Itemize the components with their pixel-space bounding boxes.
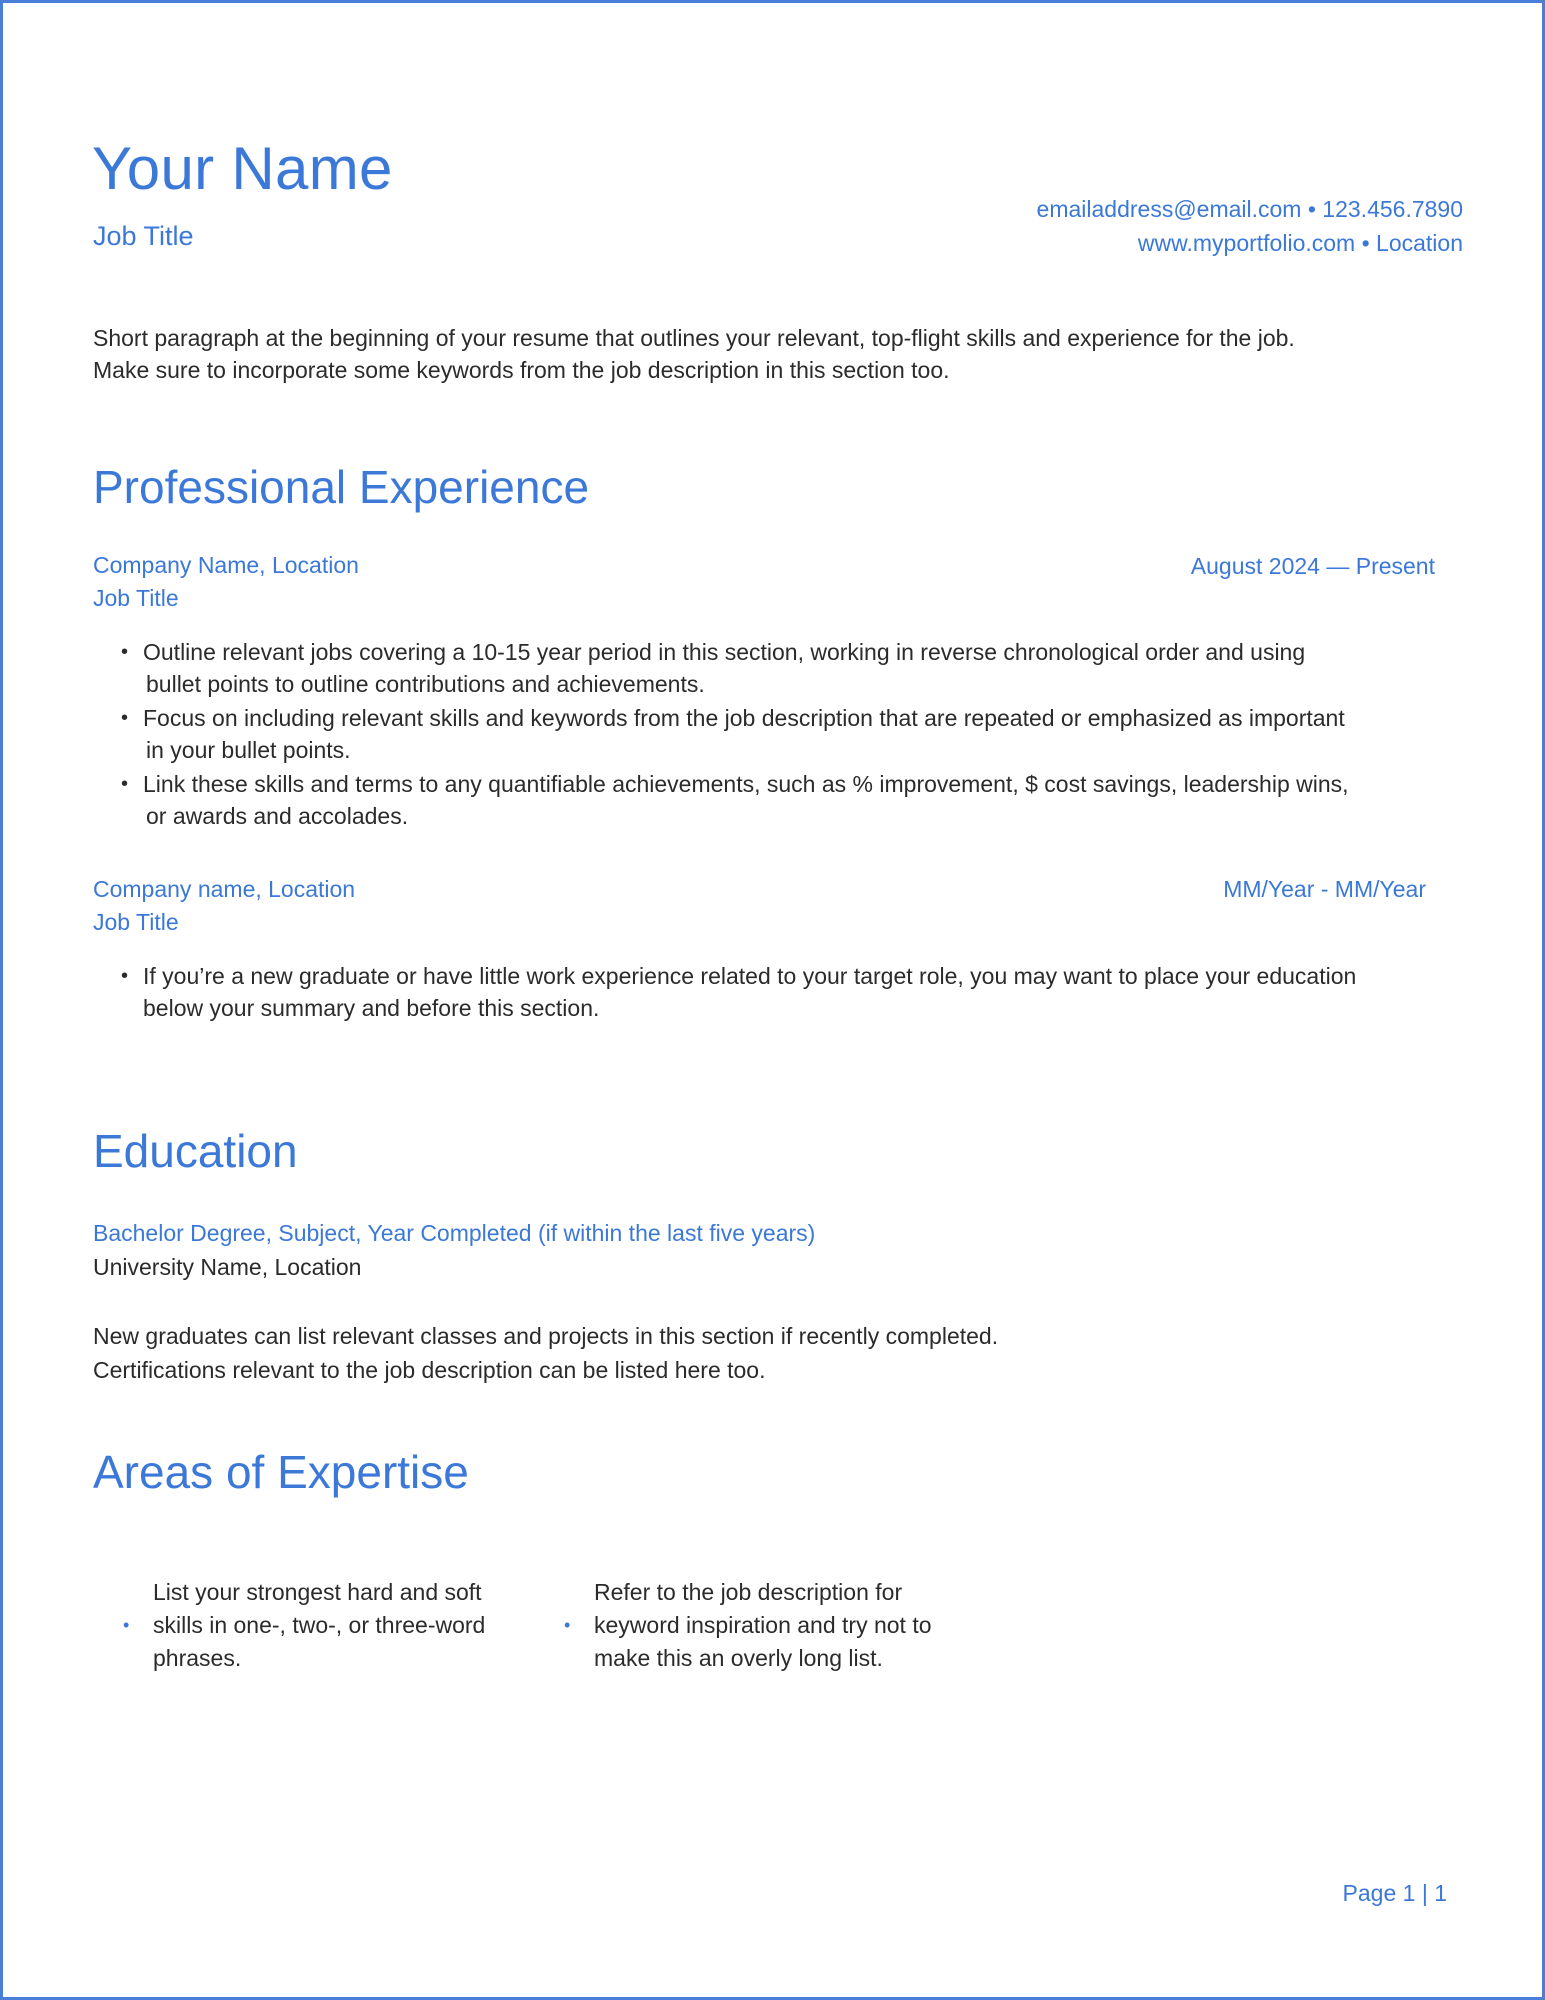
bullet-line: or awards and accolades. bbox=[146, 803, 409, 829]
expertise-line: skills in one-, two-, or three-word bbox=[153, 1612, 486, 1638]
summary-paragraph bbox=[93, 322, 1453, 386]
candidate-name: Your Name bbox=[92, 135, 393, 202]
bullet-dot-icon: • bbox=[564, 1615, 571, 1635]
job-bullet-list bbox=[121, 960, 1421, 1026]
job-title: Job Title bbox=[93, 909, 179, 935]
job-title: Job Title bbox=[93, 585, 179, 611]
education-note-line: New graduates can list relevant classes and projects in this section if recently completed. bbox=[93, 1323, 999, 1349]
summary-line: Make sure to incorporate some keywords from the job description in this section too. bbox=[93, 357, 950, 383]
expertise-text bbox=[594, 1576, 954, 1675]
list-item bbox=[121, 702, 1421, 766]
job-bullet-list bbox=[121, 636, 1421, 834]
summary-line: Short paragraph at the beginning of your resume that outlines your relevant, top-flight skills and experience for the job. bbox=[93, 325, 1295, 351]
job-company: Company name, Location bbox=[93, 876, 356, 902]
expertise-line: List your strongest hard and soft bbox=[153, 1579, 482, 1605]
expertise-line: make this an overly long list. bbox=[594, 1645, 883, 1671]
bullet-line: below your summary and before this section. bbox=[143, 995, 600, 1021]
section-title-experience: Professional Experience bbox=[93, 461, 590, 513]
page-number: Page 1 | 1 bbox=[1342, 1880, 1447, 1906]
expertise-line: phrases. bbox=[153, 1645, 242, 1671]
bullet-line: • Outline relevant jobs covering a 10-15 year period in this section, working in reverse chronological order and using bbox=[143, 639, 1306, 665]
education-note bbox=[93, 1319, 998, 1387]
job-dates: MM/Year - MM/Year bbox=[1223, 876, 1426, 902]
bullet-line: • If you’re a new graduate or have little work experience related to your target role, you may want to place your education bbox=[143, 963, 1357, 989]
bullet-line: in your bullet points. bbox=[146, 737, 351, 763]
education-school: University Name, Location bbox=[93, 1254, 362, 1280]
expertise-line: keyword inspiration and try not to bbox=[594, 1612, 932, 1638]
bullet-line: • Focus on including relevant skills and keywords from the job description that are repeated or emphasized as important bbox=[143, 705, 1345, 731]
list-item bbox=[121, 768, 1421, 832]
candidate-job-title: Job Title bbox=[93, 221, 194, 251]
bullet-dot-icon: • bbox=[123, 1615, 130, 1635]
list-item bbox=[121, 636, 1421, 700]
contact-line-email-phone: emailaddress@email.com • 123.456.7890 bbox=[1036, 196, 1463, 222]
job-dates: August 2024 — Present bbox=[1190, 553, 1435, 579]
bullet-line: • Link these skills and terms to any quantifiable achievements, such as % improvement, $ cost savings, leadership wins, bbox=[143, 771, 1349, 797]
bullet-line: bullet points to outline contributions and achievements. bbox=[146, 671, 705, 697]
list-item bbox=[121, 960, 1421, 1024]
job-company: Company Name, Location bbox=[93, 552, 359, 578]
contact-info bbox=[1037, 192, 1463, 260]
expertise-line: Refer to the job description for bbox=[594, 1579, 903, 1605]
section-title-expertise: Areas of Expertise bbox=[93, 1446, 469, 1498]
section-title-education: Education bbox=[93, 1125, 298, 1177]
education-note-line: Certifications relevant to the job description can be listed here too. bbox=[93, 1357, 766, 1383]
expertise-text bbox=[153, 1576, 513, 1675]
education-degree: Bachelor Degree, Subject, Year Completed (if within the last five years) bbox=[93, 1220, 816, 1246]
contact-line-portfolio-location: www.myportfolio.com • Location bbox=[1137, 230, 1463, 256]
